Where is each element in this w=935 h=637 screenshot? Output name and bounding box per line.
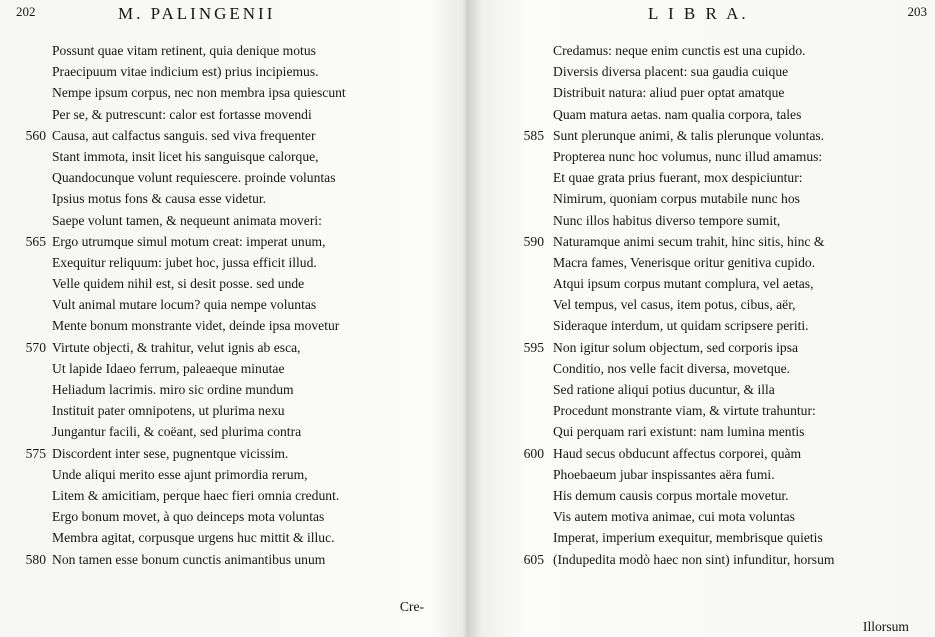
verse-text: Vult animal mutare locum? quia nempe voluntas bbox=[52, 297, 317, 313]
verse-text: Non tamen esse bonum cunctis animantibus unum bbox=[52, 551, 326, 567]
catchword: Illorsum bbox=[862, 619, 909, 634]
line-number: 590 bbox=[523, 233, 544, 249]
verse-text: Macra fames, Venerisque oritur genitiva cupido. bbox=[553, 254, 816, 270]
line-number: 560 bbox=[25, 127, 46, 143]
verse-text: Ipsius motus fons & causa esse videtur. bbox=[52, 191, 267, 207]
verse-text: Vel tempus, vel casus, item potus, cibus, aër, bbox=[553, 297, 796, 313]
verse-text: Discordent inter sese, pugnentque vicissim. bbox=[52, 445, 289, 461]
verse-text: Credamus: neque enim cunctis est una cupido. bbox=[553, 43, 806, 58]
verse-text: Nempe ipsum corpus, nec non membra ipsa quiescunt bbox=[52, 85, 346, 101]
verse-text: Causa, aut calfactus sanguis. sed viva frequenter bbox=[52, 127, 316, 143]
catchword: Cre- bbox=[399, 599, 424, 614]
running-head: M. PALINGENII bbox=[118, 4, 276, 23]
verse-text: Per se, & putrescunt: calor est fortasse movendi bbox=[52, 106, 312, 122]
line-number: 585 bbox=[523, 127, 544, 143]
page-number: 202 bbox=[16, 4, 36, 19]
verse-text: Naturamque animi secum trahit, hinc sitis, hinc & bbox=[553, 233, 825, 249]
verse-text: Diversis diversa placent: sua gaudia cuique bbox=[553, 64, 789, 80]
verse-text: Virtute objecti, & trahitur, velut ignis ab esca, bbox=[52, 339, 301, 355]
left-page bbox=[0, 0, 466, 637]
verse-text: Nimirum, quoniam corpus mutabile nunc hos bbox=[553, 191, 800, 207]
verse-text: Litem & amicitiam, perque haec fieri omnia credunt. bbox=[52, 487, 340, 503]
verse-text: Possunt quae vitam retinent, quia denique motus bbox=[52, 43, 316, 58]
verse-text: Instituit pater omnipotens, ut plurima nexu bbox=[52, 403, 285, 419]
line-number: 575 bbox=[25, 445, 46, 461]
verse-text: Conditio, nos velle facit diversa, movetque. bbox=[553, 360, 791, 376]
verse-text: (Indupedita modò haec non sint) infunditur, horsum bbox=[553, 551, 835, 567]
verse-text: Sunt plerunque animi, & talis plerunque voluntas. bbox=[553, 127, 825, 143]
verse-text: Ut lapide Idaeo ferrum, paleaeque minutae bbox=[52, 360, 285, 376]
verse-text: Procedunt monstrante viam, & virtute trahuntur: bbox=[553, 403, 816, 419]
verse-text: Non igitur solum objectum, sed corporis ipsa bbox=[553, 339, 799, 355]
verse-text: Distribuit natura: aliud puer optat amatque bbox=[553, 85, 785, 101]
verse-text: Ergo utrumque simul motum creat: imperat unum, bbox=[52, 233, 326, 249]
verse-text: Saepe volunt tamen, & nequeunt animata moveri: bbox=[52, 212, 322, 228]
verse-text: Unde aliqui merito esse ajunt primordia rerum, bbox=[52, 466, 308, 482]
verse-text: Heliadum lacrimis. miro sic ordine mundum bbox=[52, 382, 294, 397]
verse-text: Sideraque interdum, ut quidam scripsere periti. bbox=[553, 318, 809, 334]
verse-text: Membra agitat, corpusque urgens huc mittit & illuc. bbox=[52, 530, 335, 546]
verse-text: Atqui ipsum corpus mutant complura, vel aetas, bbox=[553, 276, 814, 292]
verse-text: Phoebaeum jubar inspissantes aëra fumi. bbox=[553, 466, 775, 482]
verse-text: Vis autem motiva animae, cui mota voluntas bbox=[553, 509, 795, 525]
verse-text: Sed ratione aliqui potius ducuntur, & illa bbox=[553, 382, 775, 397]
verse-text: Quandocunque volunt requiescere. proinde voluntas bbox=[52, 170, 336, 186]
right-page bbox=[468, 0, 935, 637]
verse-text: Haud secus obducunt affectus corporei, quàm bbox=[553, 445, 802, 461]
line-number: 605 bbox=[523, 551, 544, 567]
verse-text: Exequitur reliquum: jubet hoc, jussa efficit illud. bbox=[52, 254, 317, 270]
verse-text: Stant immota, insit licet his sanguisque calorque, bbox=[52, 148, 319, 164]
page-number: 203 bbox=[907, 4, 927, 19]
verse-text: Propterea nunc hoc volumus, nunc illud amamus: bbox=[553, 148, 823, 164]
verse-text: Qui perquam rari existunt: nam lumina mentis bbox=[553, 424, 805, 440]
line-number: 595 bbox=[523, 339, 544, 355]
verse-text: Praecipuum vitae indicium est) prius incipiemus. bbox=[52, 64, 319, 80]
verse-text: Velle quidem nihil est, si desit posse. sed unde bbox=[52, 276, 305, 292]
verse-text: Imperat, imperium exequitur, membrisque quietis bbox=[553, 530, 823, 546]
verse-text: Quam matura aetas. nam qualia corpora, tales bbox=[553, 106, 802, 122]
line-number: 565 bbox=[25, 233, 46, 249]
running-head: L I B R A. bbox=[648, 4, 749, 23]
verse-text: His demum causis corpus mortale movetur. bbox=[553, 487, 789, 503]
line-number: 600 bbox=[523, 445, 544, 461]
line-number: 570 bbox=[25, 339, 46, 355]
verse-text: Et quae grata prius fuerant, mox despiciuntur: bbox=[553, 170, 803, 186]
line-number: 580 bbox=[25, 551, 46, 567]
verse-text: Nunc illos habitus diverso tempore sumit, bbox=[553, 212, 781, 228]
verse-text: Ergo bonum movet, à quo deinceps mota voluntas bbox=[52, 509, 325, 525]
verse-text: Mente bonum monstrante videt, deinde ipsa movetur bbox=[52, 318, 340, 334]
verse-text: Jungantur facili, & coëant, sed plurima contra bbox=[52, 424, 302, 440]
